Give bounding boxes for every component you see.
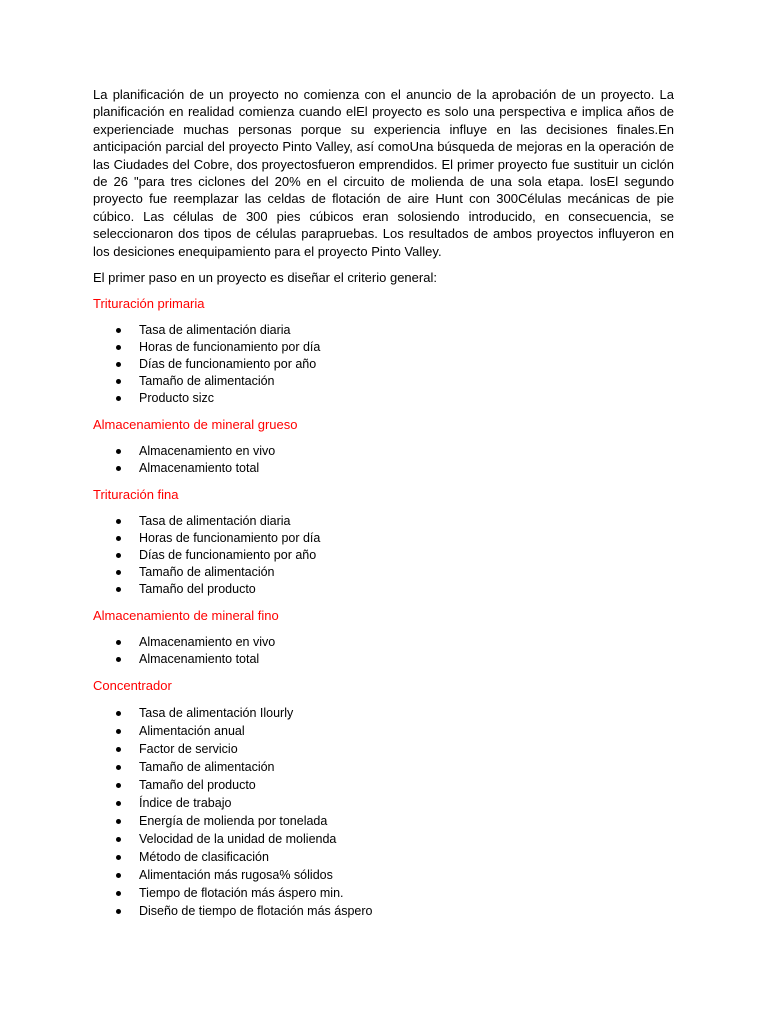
list-item-text: Tamaño de alimentación — [139, 565, 275, 580]
list-item — [93, 547, 674, 564]
section-heading: Trituración primaria — [93, 296, 205, 312]
list-item-text: Horas de funcionamiento por día — [139, 531, 321, 546]
list-item-text: Producto sizc — [139, 391, 215, 406]
bullet-icon — [116, 328, 121, 333]
list-item-text: Almacenamiento en vivo — [139, 635, 276, 650]
bullet-list — [93, 322, 674, 407]
bullet-list — [93, 513, 674, 598]
section-heading: Almacenamiento de mineral fino — [93, 608, 279, 624]
list-item — [93, 564, 674, 581]
section-heading: Almacenamiento de mineral grueso — [93, 417, 298, 433]
list-item — [93, 830, 674, 848]
list-item-text: Tamaño de alimentación — [139, 374, 275, 389]
bullet-list — [93, 443, 674, 477]
list-item — [93, 634, 674, 651]
list-item — [93, 704, 674, 722]
list-item — [93, 794, 674, 812]
list-item-text: Almacenamiento total — [139, 652, 260, 667]
bullet-icon — [116, 783, 121, 788]
list-item-text: Tasa de alimentación Ilourly — [139, 706, 294, 721]
list-item-text: Energía de molienda por tonelada — [139, 814, 328, 829]
list-item-text: Días de funcionamiento por año — [139, 357, 317, 372]
bullet-icon — [116, 747, 121, 752]
bullet-icon — [116, 765, 121, 770]
bullet-icon — [116, 466, 121, 471]
list-item-text: Índice de trabajo — [139, 796, 232, 811]
bullet-icon — [116, 855, 121, 860]
bullet-icon — [116, 711, 121, 716]
bullet-icon — [116, 729, 121, 734]
list-item — [93, 339, 674, 356]
bullet-icon — [116, 801, 121, 806]
list-item — [93, 866, 674, 884]
document-page — [93, 86, 674, 920]
list-item-text: Tamaño del producto — [139, 582, 256, 597]
bullet-icon — [116, 873, 121, 878]
list-item — [93, 848, 674, 866]
bullet-icon — [116, 396, 121, 401]
bullet-icon — [116, 819, 121, 824]
list-item-text: Días de funcionamiento por año — [139, 548, 317, 563]
list-item-text: Almacenamiento en vivo — [139, 444, 276, 459]
list-item — [93, 812, 674, 830]
list-item-text: Tiempo de flotación más áspero min. — [139, 886, 344, 901]
bullet-icon — [116, 536, 121, 541]
bullet-icon — [116, 587, 121, 592]
bullet-icon — [116, 519, 121, 524]
bullet-list — [93, 704, 674, 920]
list-item — [93, 356, 674, 373]
list-item — [93, 373, 674, 390]
bullet-icon — [116, 362, 121, 367]
list-item — [93, 758, 674, 776]
list-item-text: Almacenamiento total — [139, 461, 260, 476]
list-item-text: Tamaño del producto — [139, 778, 256, 793]
bullet-icon — [116, 640, 121, 645]
bullet-icon — [116, 657, 121, 662]
list-item — [93, 443, 674, 460]
list-item-text: Alimentación más rugosa% sólidos — [139, 868, 333, 883]
list-item — [93, 513, 674, 530]
list-item-text: Tasa de alimentación diaria — [139, 323, 291, 338]
bullet-icon — [116, 345, 121, 350]
list-item — [93, 322, 674, 339]
bullet-icon — [116, 891, 121, 896]
bullet-icon — [116, 449, 121, 454]
list-item-text: Tasa de alimentación diaria — [139, 514, 291, 529]
bullet-icon — [116, 837, 121, 842]
lead-sentence: El primer paso en un proyecto es diseñar el criterio general: — [93, 270, 437, 286]
list-item — [93, 530, 674, 547]
bullet-list — [93, 634, 674, 668]
list-item-text: Factor de servicio — [139, 742, 238, 757]
list-item-text: Velocidad de la unidad de molienda — [139, 832, 337, 847]
list-item — [93, 884, 674, 902]
list-item — [93, 460, 674, 477]
list-item — [93, 390, 674, 407]
section-heading: Trituración fina — [93, 487, 179, 503]
list-item-text: Diseño de tiempo de flotación más áspero — [139, 904, 373, 919]
list-item — [93, 581, 674, 598]
list-item — [93, 651, 674, 668]
bullet-icon — [116, 379, 121, 384]
bullet-icon — [116, 553, 121, 558]
list-item — [93, 740, 674, 758]
list-item — [93, 722, 674, 740]
bullet-icon — [116, 570, 121, 575]
list-item — [93, 776, 674, 794]
list-item-text: Alimentación anual — [139, 724, 245, 739]
intro-paragraph: La planificación de un proyecto no comienza con el anuncio de la aprobación de un proyecto. La planificación en realidad comienza cuando elEl proyecto es solo una perspectiva e implica años de experienciade muchas personas porque su experiencia influye en las decisiones finales.En anticipación parcial del proyecto Pinto Valley, así comoUna búsqueda de mejoras en la operación de las Ciudades del Cobre, dos proyectosfueron emprendidos. El primer proyecto fue sustituir un ciclón de 26 "para tres ciclones del 20% en el circuito de molienda de una sola etapa. losEl segundo proyecto fue reemplazar las celdas de flotación de aire Hunt con 300Células mecánicas de pie cúbico. Las células de 300 pies cúbicos eran solosiendo introducido, en consecuencia, se seleccionaron dos tipos de células parapruebas. Los resultados de ambos proyectos influyeron en los desiciones enequipamiento para el proyecto Pinto Valley. — [93, 87, 674, 259]
section-heading: Concentrador — [93, 678, 172, 694]
list-item-text: Tamaño de alimentación — [139, 760, 275, 775]
bullet-icon — [116, 909, 121, 914]
list-item-text: Método de clasificación — [139, 850, 269, 865]
list-item — [93, 902, 674, 920]
list-item-text: Horas de funcionamiento por día — [139, 340, 321, 355]
sections-container — [93, 295, 674, 920]
